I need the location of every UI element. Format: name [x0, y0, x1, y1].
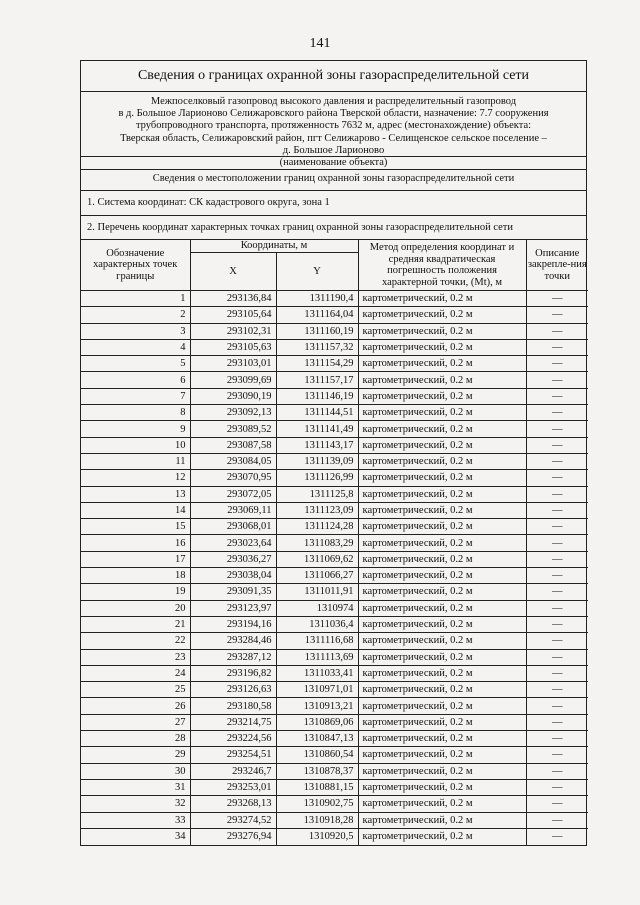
point-number: 19	[81, 584, 190, 600]
coordinate-system: 1. Система координат: СК кадастрового округа, зона 1	[81, 191, 586, 216]
x-coordinate: 293069,11	[190, 502, 276, 518]
table-row	[81, 453, 588, 469]
table-row	[81, 470, 588, 486]
method-cell: картометрический, 0.2 м	[358, 535, 526, 551]
table-row	[81, 323, 588, 339]
header-coordinates: Координаты, м	[190, 240, 358, 253]
object-description-line: в д. Большое Ларионово Селижаровского района Тверской области, назначение: 7.7 сооружения	[118, 108, 549, 120]
description-cell: —	[526, 796, 588, 812]
table-row	[81, 763, 588, 779]
y-coordinate: 1310869,06	[276, 714, 358, 730]
point-number: 28	[81, 731, 190, 747]
x-coordinate: 293068,01	[190, 519, 276, 535]
point-number: 26	[81, 698, 190, 714]
x-coordinate: 293092,13	[190, 405, 276, 421]
x-coordinate: 293254,51	[190, 747, 276, 763]
description-cell: —	[526, 584, 588, 600]
point-number: 6	[81, 372, 190, 388]
y-coordinate: 1311141,49	[276, 421, 358, 437]
table-row	[81, 486, 588, 502]
x-coordinate: 293084,05	[190, 453, 276, 469]
point-number: 9	[81, 421, 190, 437]
method-cell: картометрический, 0.2 м	[358, 421, 526, 437]
table-row	[81, 307, 588, 323]
description-cell: —	[526, 600, 588, 616]
method-cell: картометрический, 0.2 м	[358, 828, 526, 844]
description-cell: —	[526, 535, 588, 551]
point-number: 29	[81, 747, 190, 763]
object-description-line: трубопроводного транспорта, протяженность 7632 м, адрес (местонахождение) объекта:	[135, 120, 532, 132]
method-cell: картометрический, 0.2 м	[358, 502, 526, 518]
x-coordinate: 293102,31	[190, 323, 276, 339]
y-coordinate: 1311011,91	[276, 584, 358, 600]
y-coordinate: 1311144,51	[276, 405, 358, 421]
point-number: 13	[81, 486, 190, 502]
description-cell: —	[526, 568, 588, 584]
x-coordinate: 293284,46	[190, 633, 276, 649]
table-row	[81, 372, 588, 388]
table-row	[81, 828, 588, 844]
description-cell: —	[526, 291, 588, 307]
point-number: 8	[81, 405, 190, 421]
x-coordinate: 293180,58	[190, 698, 276, 714]
points-list-heading: 2. Перечень координат характерных точках границ охранной зоны газораспределительной сети	[87, 222, 513, 233]
point-number: 16	[81, 535, 190, 551]
description-cell: —	[526, 339, 588, 355]
method-cell: картометрический, 0.2 м	[358, 649, 526, 665]
y-coordinate: 1311157,17	[276, 372, 358, 388]
point-number: 18	[81, 568, 190, 584]
point-number: 20	[81, 600, 190, 616]
table-row	[81, 339, 588, 355]
table-row	[81, 421, 588, 437]
object-description-line: Межпоселковый газопровод высокого давления и распределительный газопровод	[150, 96, 517, 107]
point-number: 32	[81, 796, 190, 812]
method-cell: картометрический, 0.2 м	[358, 470, 526, 486]
method-cell: картометрический, 0.2 м	[358, 698, 526, 714]
y-coordinate: 1311083,29	[276, 535, 358, 551]
table-row	[81, 779, 588, 795]
point-number: 1	[81, 291, 190, 307]
point-number: 10	[81, 437, 190, 453]
table-row	[81, 714, 588, 730]
description-cell: —	[526, 421, 588, 437]
method-cell: картометрический, 0.2 м	[358, 731, 526, 747]
object-description	[81, 92, 586, 157]
method-cell: картометрический, 0.2 м	[358, 307, 526, 323]
y-coordinate: 1310847,13	[276, 731, 358, 747]
description-cell: —	[526, 779, 588, 795]
coordinates-table	[81, 239, 588, 845]
location-subtitle: Сведения о местоположении границ охранной зоны газораспределительной сети	[81, 170, 586, 191]
method-cell: картометрический, 0.2 м	[358, 616, 526, 632]
description-cell: —	[526, 714, 588, 730]
y-coordinate: 1311033,41	[276, 665, 358, 681]
y-coordinate: 1310974	[276, 600, 358, 616]
method-cell: картометрический, 0.2 м	[358, 747, 526, 763]
description-cell: —	[526, 551, 588, 567]
table-row	[81, 600, 588, 616]
table-row	[81, 665, 588, 681]
table-row	[81, 535, 588, 551]
y-coordinate: 1311143,17	[276, 437, 358, 453]
description-cell: —	[526, 470, 588, 486]
x-coordinate: 293070,95	[190, 470, 276, 486]
method-cell: картометрический, 0.2 м	[358, 682, 526, 698]
y-coordinate: 1311124,28	[276, 519, 358, 535]
point-number: 24	[81, 665, 190, 681]
x-coordinate: 293126,63	[190, 682, 276, 698]
x-coordinate: 293268,13	[190, 796, 276, 812]
x-coordinate: 293253,01	[190, 779, 276, 795]
point-number: 23	[81, 649, 190, 665]
description-cell: —	[526, 372, 588, 388]
y-coordinate: 1311036,4	[276, 616, 358, 632]
object-description-line: Тверская область, Селижаровский район, пгт Селижарово - Селищенское сельское поселение –	[120, 132, 547, 144]
y-coordinate: 1311113,69	[276, 649, 358, 665]
table-row	[81, 616, 588, 632]
method-cell: картометрический, 0.2 м	[358, 633, 526, 649]
table-row	[81, 388, 588, 404]
table-row	[81, 551, 588, 567]
table-body	[81, 291, 588, 845]
y-coordinate: 1310971,01	[276, 682, 358, 698]
header-point: Обозначение характерных точек границы	[81, 240, 190, 291]
point-number: 21	[81, 616, 190, 632]
x-coordinate: 293274,52	[190, 812, 276, 828]
method-cell: картометрический, 0.2 м	[358, 388, 526, 404]
description-cell: —	[526, 665, 588, 681]
x-coordinate: 293246,7	[190, 763, 276, 779]
y-coordinate: 1311164,04	[276, 307, 358, 323]
x-coordinate: 293090,19	[190, 388, 276, 404]
method-cell: картометрический, 0.2 м	[358, 339, 526, 355]
y-coordinate: 1311160,19	[276, 323, 358, 339]
x-coordinate: 293194,16	[190, 616, 276, 632]
point-number: 2	[81, 307, 190, 323]
x-coordinate: 293287,12	[190, 649, 276, 665]
table-row	[81, 437, 588, 453]
document-title: Сведения о границах охранной зоны газораспределительной сети	[81, 61, 586, 92]
x-coordinate: 293105,63	[190, 339, 276, 355]
x-coordinate: 293091,35	[190, 584, 276, 600]
description-cell: —	[526, 747, 588, 763]
x-coordinate: 293036,27	[190, 551, 276, 567]
x-coordinate: 293089,52	[190, 421, 276, 437]
description-cell: —	[526, 698, 588, 714]
point-number: 17	[81, 551, 190, 567]
description-cell: —	[526, 486, 588, 502]
method-cell: картометрический, 0.2 м	[358, 763, 526, 779]
table-row	[81, 796, 588, 812]
description-cell: —	[526, 307, 588, 323]
table-row	[81, 731, 588, 747]
x-coordinate: 293105,64	[190, 307, 276, 323]
table-row	[81, 812, 588, 828]
table-row	[81, 584, 588, 600]
method-cell: картометрический, 0.2 м	[358, 714, 526, 730]
method-cell: картометрический, 0.2 м	[358, 405, 526, 421]
description-cell: —	[526, 616, 588, 632]
y-coordinate: 1310881,15	[276, 779, 358, 795]
point-number: 4	[81, 339, 190, 355]
object-label: (наименование объекта)	[81, 157, 586, 170]
table-row	[81, 682, 588, 698]
y-coordinate: 1311123,09	[276, 502, 358, 518]
description-cell: —	[526, 437, 588, 453]
description-cell: —	[526, 405, 588, 421]
point-number: 27	[81, 714, 190, 730]
x-coordinate: 293103,01	[190, 356, 276, 372]
x-coordinate: 293214,75	[190, 714, 276, 730]
method-cell: картометрический, 0.2 м	[358, 568, 526, 584]
y-coordinate: 1311066,27	[276, 568, 358, 584]
table-row	[81, 568, 588, 584]
page-number: 141	[309, 36, 331, 51]
method-cell: картометрический, 0.2 м	[358, 486, 526, 502]
table-row	[81, 649, 588, 665]
document-sheet	[80, 60, 587, 846]
x-coordinate: 293087,58	[190, 437, 276, 453]
method-cell: картометрический, 0.2 м	[358, 437, 526, 453]
description-cell: —	[526, 323, 588, 339]
object-description-line: д. Большое Ларионово	[282, 144, 385, 156]
y-coordinate: 1311157,32	[276, 339, 358, 355]
description-cell: —	[526, 828, 588, 844]
table-row	[81, 405, 588, 421]
y-coordinate: 1311069,62	[276, 551, 358, 567]
y-coordinate: 1311125,8	[276, 486, 358, 502]
table-row	[81, 698, 588, 714]
y-coordinate: 1311126,99	[276, 470, 358, 486]
method-cell: картометрический, 0.2 м	[358, 291, 526, 307]
y-coordinate: 1311146,19	[276, 388, 358, 404]
y-coordinate: 1311116,68	[276, 633, 358, 649]
method-cell: картометрический, 0.2 м	[358, 356, 526, 372]
x-coordinate: 293099,69	[190, 372, 276, 388]
description-cell: —	[526, 388, 588, 404]
y-coordinate: 1310878,37	[276, 763, 358, 779]
point-number: 25	[81, 682, 190, 698]
x-coordinate: 293123,97	[190, 600, 276, 616]
x-coordinate: 293136,84	[190, 291, 276, 307]
table-row	[81, 356, 588, 372]
method-cell: картометрический, 0.2 м	[358, 665, 526, 681]
y-coordinate: 1311190,4	[276, 291, 358, 307]
description-cell: —	[526, 763, 588, 779]
table-row	[81, 747, 588, 763]
point-number: 5	[81, 356, 190, 372]
header-description: Описание закрепле-ния точки	[526, 240, 588, 291]
x-coordinate: 293196,82	[190, 665, 276, 681]
description-cell: —	[526, 731, 588, 747]
y-coordinate: 1310918,28	[276, 812, 358, 828]
method-cell: картометрический, 0.2 м	[358, 372, 526, 388]
point-number: 14	[81, 502, 190, 518]
y-coordinate: 1311154,29	[276, 356, 358, 372]
y-coordinate: 1310920,5	[276, 828, 358, 844]
table-row	[81, 633, 588, 649]
description-cell: —	[526, 502, 588, 518]
y-coordinate: 1311139,09	[276, 453, 358, 469]
method-cell: картометрический, 0.2 м	[358, 453, 526, 469]
y-coordinate: 1310860,54	[276, 747, 358, 763]
header-x: X	[190, 253, 276, 291]
description-cell: —	[526, 649, 588, 665]
point-number: 31	[81, 779, 190, 795]
method-cell: картометрический, 0.2 м	[358, 519, 526, 535]
x-coordinate: 293224,56	[190, 731, 276, 747]
method-cell: картометрический, 0.2 м	[358, 796, 526, 812]
method-cell: картометрический, 0.2 м	[358, 812, 526, 828]
point-number: 15	[81, 519, 190, 535]
point-number: 34	[81, 828, 190, 844]
method-cell: картометрический, 0.2 м	[358, 779, 526, 795]
point-number: 30	[81, 763, 190, 779]
table-row	[81, 502, 588, 518]
point-number: 12	[81, 470, 190, 486]
x-coordinate: 293276,94	[190, 828, 276, 844]
point-number: 22	[81, 633, 190, 649]
point-number: 33	[81, 812, 190, 828]
point-number: 3	[81, 323, 190, 339]
x-coordinate: 293023,64	[190, 535, 276, 551]
header-y: Y	[276, 253, 358, 291]
point-number: 11	[81, 453, 190, 469]
header-method: Метод определения координат и средняя квадратическая погрешность положения характерной точки, (Mt), м	[358, 240, 526, 291]
table-row	[81, 291, 588, 307]
y-coordinate: 1310902,75	[276, 796, 358, 812]
method-cell: картометрический, 0.2 м	[358, 323, 526, 339]
description-cell: —	[526, 633, 588, 649]
table-row	[81, 519, 588, 535]
point-number: 7	[81, 388, 190, 404]
description-cell: —	[526, 453, 588, 469]
method-cell: картометрический, 0.2 м	[358, 551, 526, 567]
x-coordinate: 293038,04	[190, 568, 276, 584]
description-cell: —	[526, 519, 588, 535]
description-cell: —	[526, 682, 588, 698]
method-cell: картометрический, 0.2 м	[358, 600, 526, 616]
y-coordinate: 1310913,21	[276, 698, 358, 714]
x-coordinate: 293072,05	[190, 486, 276, 502]
description-cell: —	[526, 356, 588, 372]
description-cell: —	[526, 812, 588, 828]
method-cell: картометрический, 0.2 м	[358, 584, 526, 600]
